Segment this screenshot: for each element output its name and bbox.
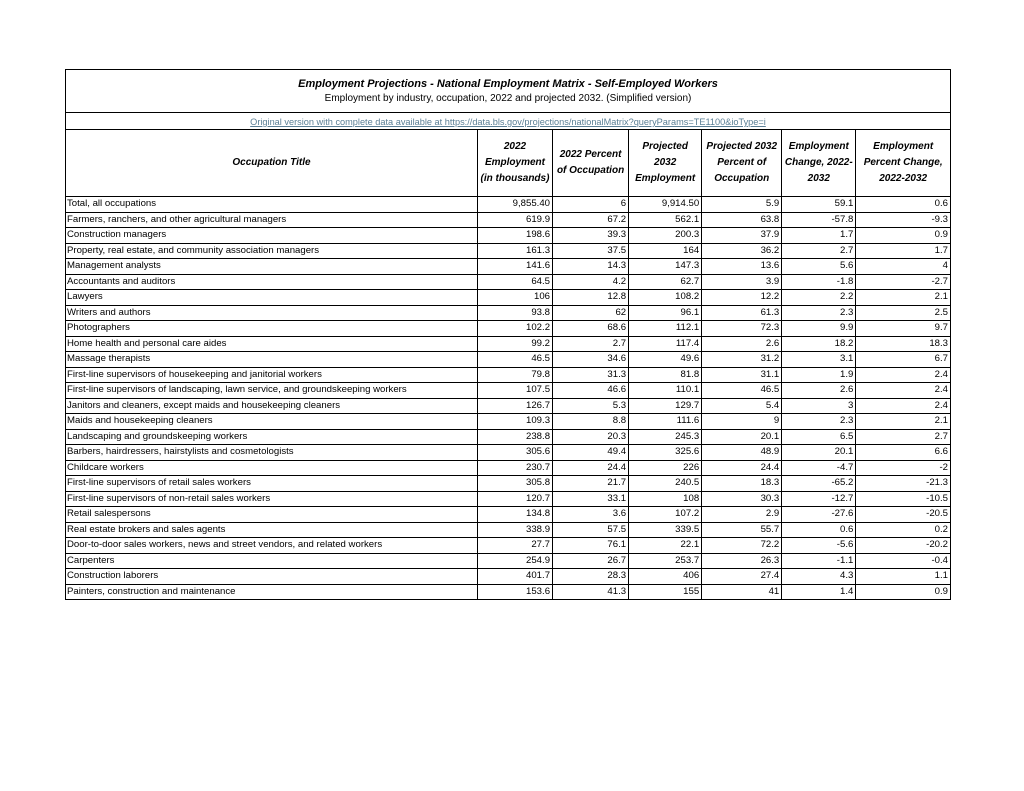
value-cell: 2.7 bbox=[782, 243, 856, 259]
value-cell: 305.8 bbox=[477, 476, 552, 492]
value-cell: 76.1 bbox=[553, 538, 629, 554]
value-cell: 147.3 bbox=[629, 259, 702, 275]
value-cell: -27.6 bbox=[782, 507, 856, 523]
value-cell: -20.2 bbox=[856, 538, 950, 554]
value-cell: -5.6 bbox=[782, 538, 856, 554]
value-cell: 62 bbox=[553, 305, 629, 321]
value-cell: 4.2 bbox=[553, 274, 629, 290]
table-row bbox=[66, 569, 950, 585]
value-cell: 26.3 bbox=[702, 553, 782, 569]
value-cell: -21.3 bbox=[856, 476, 950, 492]
value-cell: 5.4 bbox=[702, 398, 782, 414]
column-header: Projected 2032 Employment bbox=[629, 130, 702, 197]
data-table bbox=[66, 130, 950, 599]
value-cell: 33.1 bbox=[553, 491, 629, 507]
table-row bbox=[66, 460, 950, 476]
value-cell: -9.3 bbox=[856, 212, 950, 228]
value-cell: -2 bbox=[856, 460, 950, 476]
value-cell: 9.9 bbox=[782, 321, 856, 337]
value-cell: 37.5 bbox=[553, 243, 629, 259]
value-cell: 41 bbox=[702, 584, 782, 599]
value-cell: 0.9 bbox=[856, 584, 950, 599]
table-row bbox=[66, 243, 950, 259]
value-cell: 134.8 bbox=[477, 507, 552, 523]
table-row bbox=[66, 429, 950, 445]
value-cell: 107.5 bbox=[477, 383, 552, 399]
value-cell: -57.8 bbox=[782, 212, 856, 228]
value-cell: 61.3 bbox=[702, 305, 782, 321]
value-cell: 226 bbox=[629, 460, 702, 476]
value-cell: 2.7 bbox=[553, 336, 629, 352]
value-cell: 59.1 bbox=[782, 197, 856, 213]
occupation-cell: First-line supervisors of non-retail sales workers bbox=[66, 491, 477, 507]
occupation-cell: Photographers bbox=[66, 321, 477, 337]
occupation-cell: Farmers, ranchers, and other agricultural managers bbox=[66, 212, 477, 228]
value-cell: 81.8 bbox=[629, 367, 702, 383]
value-cell: 68.6 bbox=[553, 321, 629, 337]
value-cell: 4 bbox=[856, 259, 950, 275]
value-cell: 126.7 bbox=[477, 398, 552, 414]
value-cell: 2.3 bbox=[782, 414, 856, 430]
value-cell: 2.2 bbox=[782, 290, 856, 306]
value-cell: 21.7 bbox=[553, 476, 629, 492]
value-cell: 164 bbox=[629, 243, 702, 259]
table-row bbox=[66, 584, 950, 599]
table-row bbox=[66, 491, 950, 507]
occupation-cell: Construction laborers bbox=[66, 569, 477, 585]
value-cell: 9,914.50 bbox=[629, 197, 702, 213]
value-cell: 0.2 bbox=[856, 522, 950, 538]
column-header: 2022 Percent of Occupation bbox=[553, 130, 629, 197]
table-row bbox=[66, 383, 950, 399]
table-row bbox=[66, 398, 950, 414]
value-cell: -1.8 bbox=[782, 274, 856, 290]
table-row bbox=[66, 212, 950, 228]
table-row bbox=[66, 336, 950, 352]
value-cell: 129.7 bbox=[629, 398, 702, 414]
value-cell: 67.2 bbox=[553, 212, 629, 228]
value-cell: 200.3 bbox=[629, 228, 702, 244]
value-cell: 0.9 bbox=[856, 228, 950, 244]
value-cell: 46.5 bbox=[702, 383, 782, 399]
value-cell: -0.4 bbox=[856, 553, 950, 569]
value-cell: 46.5 bbox=[477, 352, 552, 368]
value-cell: 107.2 bbox=[629, 507, 702, 523]
column-header: Projected 2032 Percent of Occupation bbox=[702, 130, 782, 197]
table-row bbox=[66, 305, 950, 321]
value-cell: 2.7 bbox=[856, 429, 950, 445]
occupation-cell: Accountants and auditors bbox=[66, 274, 477, 290]
value-cell: 49.6 bbox=[629, 352, 702, 368]
value-cell: 9,855.40 bbox=[477, 197, 552, 213]
occupation-cell: Janitors and cleaners, except maids and housekeeping cleaners bbox=[66, 398, 477, 414]
value-cell: 9.7 bbox=[856, 321, 950, 337]
value-cell: 36.2 bbox=[702, 243, 782, 259]
value-cell: 27.7 bbox=[477, 538, 552, 554]
value-cell: 55.7 bbox=[702, 522, 782, 538]
table-row bbox=[66, 522, 950, 538]
value-cell: 2.4 bbox=[856, 398, 950, 414]
table-body bbox=[66, 197, 950, 600]
value-cell: 245.3 bbox=[629, 429, 702, 445]
value-cell: 72.3 bbox=[702, 321, 782, 337]
occupation-cell: Lawyers bbox=[66, 290, 477, 306]
value-cell: 1.4 bbox=[782, 584, 856, 599]
value-cell: 20.1 bbox=[702, 429, 782, 445]
value-cell: 1.1 bbox=[856, 569, 950, 585]
table-row bbox=[66, 197, 950, 213]
table-row bbox=[66, 274, 950, 290]
table-row bbox=[66, 414, 950, 430]
value-cell: 39.3 bbox=[553, 228, 629, 244]
value-cell: -12.7 bbox=[782, 491, 856, 507]
occupation-cell: Door-to-door sales workers, news and street vendors, and related workers bbox=[66, 538, 477, 554]
value-cell: 0.6 bbox=[782, 522, 856, 538]
value-cell: 18.3 bbox=[856, 336, 950, 352]
value-cell: 9 bbox=[702, 414, 782, 430]
occupation-cell: Property, real estate, and community association managers bbox=[66, 243, 477, 259]
occupation-cell: Carpenters bbox=[66, 553, 477, 569]
value-cell: 406 bbox=[629, 569, 702, 585]
occupation-cell: Painters, construction and maintenance bbox=[66, 584, 477, 599]
table-row bbox=[66, 352, 950, 368]
value-cell: 4.3 bbox=[782, 569, 856, 585]
value-cell: 96.1 bbox=[629, 305, 702, 321]
column-header: Employment Change, 2022-2032 bbox=[782, 130, 856, 197]
value-cell: 72.2 bbox=[702, 538, 782, 554]
value-cell: 153.6 bbox=[477, 584, 552, 599]
value-cell: 1.7 bbox=[856, 243, 950, 259]
occupation-cell: First-line supervisors of housekeeping and janitorial workers bbox=[66, 367, 477, 383]
column-header: Occupation Title bbox=[66, 130, 477, 197]
table-row bbox=[66, 507, 950, 523]
value-cell: 6.6 bbox=[856, 445, 950, 461]
value-cell: 155 bbox=[629, 584, 702, 599]
occupation-cell: Landscaping and groundskeeping workers bbox=[66, 429, 477, 445]
occupation-cell: Management analysts bbox=[66, 259, 477, 275]
value-cell: 112.1 bbox=[629, 321, 702, 337]
value-cell: 6.5 bbox=[782, 429, 856, 445]
value-cell: 5.6 bbox=[782, 259, 856, 275]
value-cell: 120.7 bbox=[477, 491, 552, 507]
value-cell: 8.8 bbox=[553, 414, 629, 430]
table-row bbox=[66, 321, 950, 337]
table-row bbox=[66, 259, 950, 275]
value-cell: 325.6 bbox=[629, 445, 702, 461]
value-cell: 57.5 bbox=[553, 522, 629, 538]
occupation-cell: First-line supervisors of landscaping, lawn service, and groundskeeping workers bbox=[66, 383, 477, 399]
value-cell: 2.1 bbox=[856, 290, 950, 306]
value-cell: 24.4 bbox=[553, 460, 629, 476]
value-cell: 41.3 bbox=[553, 584, 629, 599]
occupation-cell: Barbers, hairdressers, hairstylists and cosmetologists bbox=[66, 445, 477, 461]
value-cell: 1.7 bbox=[782, 228, 856, 244]
occupation-cell: First-line supervisors of retail sales workers bbox=[66, 476, 477, 492]
value-cell: -10.5 bbox=[856, 491, 950, 507]
value-cell: 31.2 bbox=[702, 352, 782, 368]
value-cell: 2.9 bbox=[702, 507, 782, 523]
value-cell: 305.6 bbox=[477, 445, 552, 461]
value-cell: 108.2 bbox=[629, 290, 702, 306]
value-cell: 1.9 bbox=[782, 367, 856, 383]
value-cell: 93.8 bbox=[477, 305, 552, 321]
value-cell: 339.5 bbox=[629, 522, 702, 538]
source-link-row bbox=[66, 113, 950, 130]
value-cell: 5.3 bbox=[553, 398, 629, 414]
source-link[interactable]: Original version with complete data available at https://data.bls.gov/projections/nationalMatrix?queryParams=TE1100&ioType=i bbox=[250, 117, 766, 127]
value-cell: 117.4 bbox=[629, 336, 702, 352]
value-cell: 6 bbox=[553, 197, 629, 213]
value-cell: 12.2 bbox=[702, 290, 782, 306]
header-row bbox=[66, 130, 950, 197]
value-cell: 49.4 bbox=[553, 445, 629, 461]
value-cell: 31.3 bbox=[553, 367, 629, 383]
value-cell: 3.6 bbox=[553, 507, 629, 523]
value-cell: 141.6 bbox=[477, 259, 552, 275]
value-cell: 562.1 bbox=[629, 212, 702, 228]
title-block bbox=[66, 70, 950, 113]
table-subtitle: Employment by industry, occupation, 2022 and projected 2032. (Simplified version) bbox=[324, 93, 692, 104]
value-cell: 20.1 bbox=[782, 445, 856, 461]
value-cell: 401.7 bbox=[477, 569, 552, 585]
value-cell: 6.7 bbox=[856, 352, 950, 368]
occupation-cell: Writers and authors bbox=[66, 305, 477, 321]
occupation-cell: Maids and housekeeping cleaners bbox=[66, 414, 477, 430]
value-cell: 253.7 bbox=[629, 553, 702, 569]
table-title: Employment Projections - National Employment Matrix - Self-Employed Workers bbox=[298, 78, 718, 90]
value-cell: 30.3 bbox=[702, 491, 782, 507]
value-cell: 79.8 bbox=[477, 367, 552, 383]
value-cell: 2.3 bbox=[782, 305, 856, 321]
value-cell: 338.9 bbox=[477, 522, 552, 538]
occupation-cell: Total, all occupations bbox=[67, 198, 157, 210]
value-cell: 18.2 bbox=[782, 336, 856, 352]
value-cell: 102.2 bbox=[477, 321, 552, 337]
occupation-cell: Real estate brokers and sales agents bbox=[66, 522, 477, 538]
value-cell: 254.9 bbox=[477, 553, 552, 569]
value-cell: 99.2 bbox=[477, 336, 552, 352]
value-cell: 108 bbox=[629, 491, 702, 507]
table-row bbox=[66, 367, 950, 383]
value-cell: -20.5 bbox=[856, 507, 950, 523]
value-cell: -2.7 bbox=[856, 274, 950, 290]
value-cell: -1.1 bbox=[782, 553, 856, 569]
value-cell: -4.7 bbox=[782, 460, 856, 476]
occupation-cell: Home health and personal care aides bbox=[66, 336, 477, 352]
value-cell: 37.9 bbox=[702, 228, 782, 244]
occupation-cell: Massage therapists bbox=[66, 352, 477, 368]
value-cell: 34.6 bbox=[553, 352, 629, 368]
value-cell: 2.1 bbox=[856, 414, 950, 430]
occupation-cell: Retail salespersons bbox=[66, 507, 477, 523]
column-header: 2022 Employment (in thousands) bbox=[477, 130, 552, 197]
value-cell: 111.6 bbox=[629, 414, 702, 430]
value-cell: 31.1 bbox=[702, 367, 782, 383]
value-cell: 3.9 bbox=[702, 274, 782, 290]
value-cell: 27.4 bbox=[702, 569, 782, 585]
occupation-cell: Construction managers bbox=[66, 228, 477, 244]
value-cell: 110.1 bbox=[629, 383, 702, 399]
table-row bbox=[66, 538, 950, 554]
value-cell: 238.8 bbox=[477, 429, 552, 445]
value-cell: 2.6 bbox=[702, 336, 782, 352]
value-cell: 20.3 bbox=[553, 429, 629, 445]
table-row bbox=[66, 445, 950, 461]
value-cell: 22.1 bbox=[629, 538, 702, 554]
table-row bbox=[66, 553, 950, 569]
value-cell: 109.3 bbox=[477, 414, 552, 430]
table-row bbox=[66, 476, 950, 492]
value-cell: 161.3 bbox=[477, 243, 552, 259]
value-cell: 28.3 bbox=[553, 569, 629, 585]
value-cell: 5.9 bbox=[702, 197, 782, 213]
value-cell: 46.6 bbox=[553, 383, 629, 399]
value-cell: 106 bbox=[477, 290, 552, 306]
value-cell: 62.7 bbox=[629, 274, 702, 290]
value-cell: 230.7 bbox=[477, 460, 552, 476]
value-cell: 12.8 bbox=[553, 290, 629, 306]
value-cell: 2.4 bbox=[856, 367, 950, 383]
value-cell: 2.6 bbox=[782, 383, 856, 399]
value-cell: 26.7 bbox=[553, 553, 629, 569]
value-cell: 13.6 bbox=[702, 259, 782, 275]
value-cell: 24.4 bbox=[702, 460, 782, 476]
table-row bbox=[66, 290, 950, 306]
value-cell: 18.3 bbox=[702, 476, 782, 492]
employment-table-sheet bbox=[65, 69, 951, 600]
value-cell: 2.5 bbox=[856, 305, 950, 321]
value-cell: 619.9 bbox=[477, 212, 552, 228]
value-cell: 198.6 bbox=[477, 228, 552, 244]
table-row bbox=[66, 228, 950, 244]
value-cell: 240.5 bbox=[629, 476, 702, 492]
value-cell: 14.3 bbox=[553, 259, 629, 275]
occupation-cell: Childcare workers bbox=[66, 460, 477, 476]
value-cell: 64.5 bbox=[477, 274, 552, 290]
value-cell: 2.4 bbox=[856, 383, 950, 399]
value-cell: 0.6 bbox=[856, 197, 950, 213]
value-cell: 3.1 bbox=[782, 352, 856, 368]
column-header: Employment Percent Change, 2022-2032 bbox=[856, 130, 950, 197]
value-cell: 63.8 bbox=[702, 212, 782, 228]
value-cell: 48.9 bbox=[702, 445, 782, 461]
value-cell: 3 bbox=[782, 398, 856, 414]
value-cell: -65.2 bbox=[782, 476, 856, 492]
